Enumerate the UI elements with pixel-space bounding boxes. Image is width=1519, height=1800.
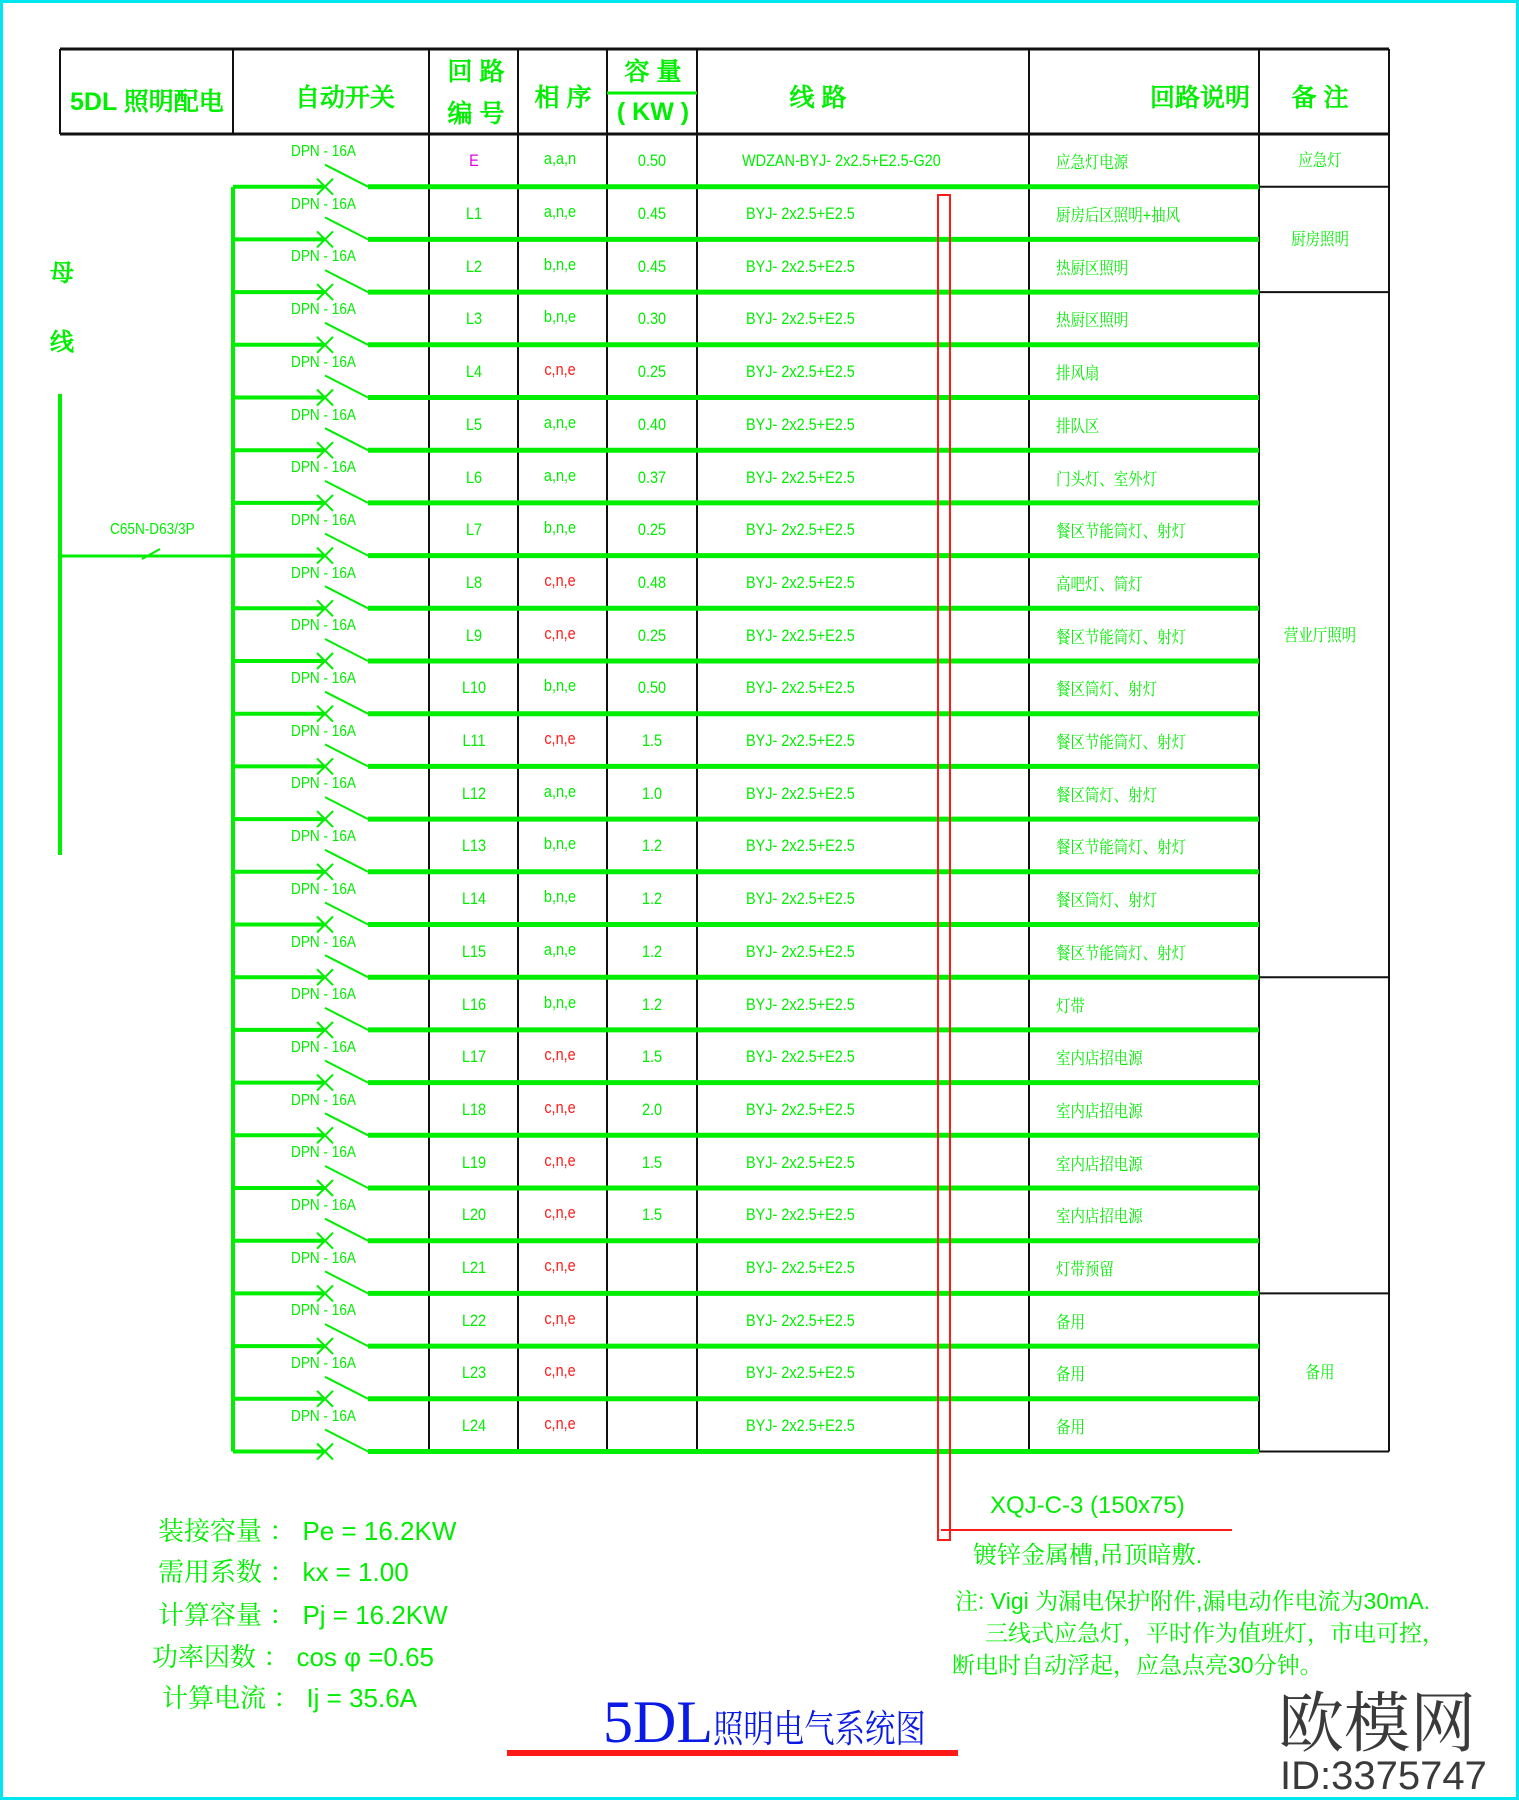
breaker-label: DPN - 16A [291,1302,356,1320]
breaker-contact [325,586,368,608]
remark-label: 厨房照明 [1291,230,1349,250]
circuit-id: L2 [465,256,483,276]
circuit-id: L18 [461,1099,487,1119]
note-1: 注: Vigi 为漏电保护附件,漏电动作电流为30mA. [955,1588,1430,1614]
breaker-label: DPN - 16A [291,143,356,160]
circuit-description: 备用 [1056,1418,1085,1438]
phase-sequence: a,n,e [543,202,577,222]
circuit-id: L10 [461,678,487,698]
phase-sequence: c,n,e [544,623,576,643]
circuit-id: L5 [465,414,483,434]
breaker-label: DPN - 16A [291,722,356,740]
circuit-id: L3 [465,309,483,329]
cable-spec: BYJ- 2x2.5+E2.5 [746,309,855,329]
phase-sequence: c,n,e [544,1361,576,1381]
circuit-id: L7 [465,520,483,540]
circuit-description: 排风扇 [1056,364,1100,384]
phase-sequence: c,n,e [544,1150,576,1170]
breaker-label: DPN - 16A [291,1038,356,1056]
breaker-label: DPN - 16A [291,828,356,846]
cable-spec: BYJ- 2x2.5+E2.5 [746,1152,855,1172]
breaker-contact [325,903,368,925]
capacity-kw: 0.30 [637,309,667,329]
cable-spec: WDZAN-BYJ- 2x2.5+E2.5-G20 [742,151,941,171]
cable-spec: BYJ- 2x2.5+E2.5 [746,731,855,751]
circuit-id: L11 [462,731,486,751]
breaker-label: DPN - 16A [291,459,356,477]
breaker-contact [325,744,368,766]
title-main: 5DL [603,1689,713,1755]
phase-sequence: b,n,e [543,518,577,538]
header-remark: 备 注 [1291,84,1349,112]
breaker-label: DPN - 16A [291,1144,356,1162]
circuit-description: 室内店招电源 [1056,1101,1143,1121]
header-circuit-2: 编 号 [447,100,505,128]
circuit-description: 室内店招电源 [1056,1154,1143,1174]
summary-kx: 需用系数 ： kx = 1.00 [158,1557,409,1587]
circuit-description: 餐区节能筒灯、射灯 [1056,733,1187,753]
circuit-id: L1 [465,204,483,224]
breaker-contact [325,534,368,556]
circuit-description: 餐区节能筒灯、射灯 [1056,838,1187,858]
cable-spec: BYJ- 2x2.5+E2.5 [746,1310,855,1330]
cable-spec: BYJ- 2x2.5+E2.5 [746,836,855,856]
phase-sequence: a,n,e [543,465,577,485]
breaker-contact [325,850,368,872]
phase-sequence: c,n,e [544,729,576,749]
circuit-description: 应急灯电源 [1056,153,1129,173]
breaker-label: DPN - 16A [291,511,356,529]
phase-sequence: b,n,e [543,992,577,1012]
phase-sequence: a,n,e [543,939,577,959]
circuit-description: 餐区筒灯、射灯 [1056,680,1158,700]
cable-spec: BYJ- 2x2.5+E2.5 [746,1363,855,1383]
breaker-contact [325,1008,368,1030]
breaker-contact [325,797,368,819]
breaker-contact [325,376,368,398]
circuit-id: L21 [461,1258,487,1278]
tray-note: 镀锌金属槽,吊顶暗敷. [973,1542,1203,1569]
header-panel: 5DL 照明配电 [70,88,224,116]
breaker-label: DPN - 16A [291,986,356,1004]
breaker-contact [325,1166,368,1188]
breaker-label: DPN - 16A [291,880,356,898]
breaker-contact [325,1271,368,1293]
watermark-id: ID:3375747 [1280,1754,1487,1798]
cable-spec: BYJ- 2x2.5+E2.5 [746,889,855,909]
capacity-kw: 0.45 [637,204,667,224]
header-capacity-2: ( KW ) [616,98,690,126]
phase-sequence: b,n,e [543,676,577,696]
circuit-description: 餐区筒灯、射灯 [1056,891,1158,911]
capacity-kw: 1.2 [641,889,663,909]
circuit-description: 餐区节能筒灯、射灯 [1056,522,1187,542]
cable-spec: BYJ- 2x2.5+E2.5 [746,414,855,434]
breaker-contact [325,270,368,292]
header-capacity-1: 容 量 [624,58,682,86]
phase-sequence: b,n,e [543,887,577,907]
breaker-contact [325,217,368,239]
breaker-label: DPN - 16A [291,248,356,266]
circuit-description: 热厨区照明 [1056,258,1129,278]
breaker-contact [325,1430,368,1452]
breaker-contact [325,428,368,450]
breaker-label: DPN - 16A [291,406,356,424]
circuit-description: 厨房后区照明+抽风 [1056,206,1181,226]
capacity-kw: 1.5 [641,1205,663,1225]
circuit-id: L8 [465,572,483,592]
circuit-description: 排队区 [1056,416,1100,436]
breaker-label: DPN - 16A [291,1355,356,1373]
breaker-label: DPN - 16A [291,564,356,582]
breaker-label: DPN - 16A [291,933,356,951]
breaker-label: DPN - 16A [291,1091,356,1109]
circuit-id: L6 [465,467,483,487]
capacity-kw: 0.40 [637,414,667,434]
main-breaker-label: C65N-D63/3P [110,521,195,538]
circuit-id: L12 [461,783,487,803]
cable-spec: BYJ- 2x2.5+E2.5 [746,1047,855,1067]
remark-label: 营业厅照明 [1283,625,1357,645]
cable-spec: BYJ- 2x2.5+E2.5 [746,625,855,645]
breaker-contact [325,955,368,977]
breaker-contact [325,481,368,503]
circuit-description: 备用 [1056,1365,1085,1385]
breaker-contact [325,165,368,187]
cable-spec: BYJ- 2x2.5+E2.5 [746,678,855,698]
breaker-contact [325,1324,368,1346]
circuit-description: 灯带 [1056,996,1085,1016]
capacity-kw: 0.50 [637,678,667,698]
remark-label: 应急灯 [1298,151,1342,171]
circuit-description: 餐区节能筒灯、射灯 [1056,943,1187,963]
capacity-kw: 0.48 [637,572,667,592]
circuit-id: L13 [461,836,487,856]
circuit-id: L22 [461,1310,487,1330]
breaker-label: DPN - 16A [291,1249,356,1267]
circuit-description: 备用 [1056,1312,1085,1332]
circuit-description: 高吧灯、筒灯 [1056,574,1143,594]
phase-sequence: a,a,n [543,149,577,169]
phase-sequence: b,n,e [543,254,577,274]
breaker-contact [325,323,368,345]
breaker-label: DPN - 16A [291,301,356,319]
breaker-label: DPN - 16A [291,1197,356,1214]
capacity-kw: 0.50 [637,151,667,171]
breaker-label: DPN - 16A [291,1407,356,1425]
cable-spec: BYJ- 2x2.5+E2.5 [746,1099,855,1119]
phase-sequence: a,n,e [543,781,577,801]
bus-label-1: 母 [50,260,74,287]
summary-ij: 计算电流 ： Ij = 35.6A [162,1683,418,1713]
phase-sequence: c,n,e [544,1308,576,1328]
circuit-id: L9 [465,625,483,645]
circuit-description: 室内店招电源 [1056,1049,1143,1069]
phase-sequence: c,n,e [544,1045,576,1065]
cable-spec: BYJ- 2x2.5+E2.5 [746,467,855,487]
circuit-description: 灯带预留 [1056,1260,1114,1280]
summary-pe: 装接容量 ： Pe = 16.2KW [158,1516,457,1546]
header-phase: 相 序 [534,84,592,112]
circuit-id: L23 [461,1363,487,1383]
capacity-kw: 0.25 [637,362,667,382]
capacity-kw: 0.25 [637,625,667,645]
capacity-kw: 1.5 [641,1047,663,1067]
circuit-description: 热厨区照明 [1056,311,1129,331]
cable-spec: BYJ- 2x2.5+E2.5 [746,1205,855,1225]
capacity-kw: 0.45 [637,256,667,276]
phase-sequence: c,n,e [544,570,576,590]
capacity-kw: 2.0 [641,1099,663,1119]
cable-spec: BYJ- 2x2.5+E2.5 [746,362,855,382]
breaker-label: DPN - 16A [291,617,356,635]
circuit-description: 餐区节能筒灯、射灯 [1056,627,1187,647]
breaker-label: DPN - 16A [291,670,356,687]
breaker-contact [325,639,368,661]
watermark-logo: 欧模网 [1278,1686,1476,1760]
header-line: 线 路 [789,84,847,112]
circuit-id: E [469,151,479,171]
capacity-kw: 0.25 [637,520,667,540]
cable-spec: BYJ- 2x2.5+E2.5 [746,1258,855,1278]
header-desc: 回路说明 [1150,84,1251,112]
cable-spec: BYJ- 2x2.5+E2.5 [746,256,855,276]
circuit-id: L20 [461,1205,487,1225]
phase-sequence: c,n,e [544,1256,576,1276]
cable-spec: BYJ- 2x2.5+E2.5 [746,941,855,961]
circuit-id: L24 [461,1416,487,1436]
capacity-kw: 0.37 [637,467,667,487]
cable-spec: BYJ- 2x2.5+E2.5 [746,204,855,224]
bus-label-2: 线 [50,329,74,356]
breaker-label: DPN - 16A [291,775,356,793]
circuit-description: 室内店招电源 [1056,1207,1143,1227]
capacity-kw: 1.0 [641,783,663,803]
title-sub: 照明电气系统图 [712,1709,926,1751]
phase-sequence: c,n,e [544,1414,576,1434]
remark-label: 备用 [1305,1363,1335,1383]
breaker-contact [325,1061,368,1083]
breaker-label: DPN - 16A [291,195,356,213]
phase-sequence: c,n,e [544,1203,576,1223]
phase-sequence: c,n,e [544,1097,576,1117]
header-circuit-1: 回 路 [447,58,505,86]
breaker-label: DPN - 16A [291,353,356,371]
cable-spec: BYJ- 2x2.5+E2.5 [746,1416,855,1436]
circuit-id: L4 [465,362,483,382]
capacity-kw: 1.2 [641,941,663,961]
capacity-kw: 1.2 [641,836,663,856]
header-breaker: 自动开关 [294,84,396,112]
capacity-kw: 1.5 [641,1152,663,1172]
circuit-description: 餐区筒灯、射灯 [1056,785,1158,805]
note-3: 断电时自动浮起，应急点亮30分钟。 [952,1652,1323,1678]
cable-spec: BYJ- 2x2.5+E2.5 [746,994,855,1014]
phase-sequence: a,n,e [543,412,577,432]
cable-spec: BYJ- 2x2.5+E2.5 [746,572,855,592]
capacity-kw: 1.5 [641,731,663,751]
circuit-id: L14 [461,889,487,909]
summary-cos: 功率因数 ： cos φ =0.65 [152,1642,435,1672]
breaker-contact [325,1377,368,1399]
cable-spec: BYJ- 2x2.5+E2.5 [746,783,855,803]
diagram-title [603,1688,979,1757]
phase-sequence: c,n,e [544,360,576,380]
summary-pj: 计算容量 ： Pj = 16.2KW [158,1600,448,1630]
circuit-id: L16 [461,994,487,1014]
capacity-kw: 1.2 [641,994,663,1014]
breaker-contact [325,1219,368,1241]
circuit-id: L17 [461,1047,487,1067]
cable-spec: BYJ- 2x2.5+E2.5 [746,520,855,540]
phase-sequence: b,n,e [543,834,577,854]
breaker-contact [325,692,368,714]
circuit-description: 门头灯、室外灯 [1056,469,1158,489]
breaker-contact [325,1113,368,1135]
circuit-id: L19 [461,1152,487,1172]
note-2: 三线式应急灯，平时作为值班灯，市电可控， [985,1620,1445,1646]
circuit-id: L15 [461,941,487,961]
phase-sequence: b,n,e [543,307,577,327]
tray-spec: XQJ-C-3 (150x75) [990,1492,1185,1519]
